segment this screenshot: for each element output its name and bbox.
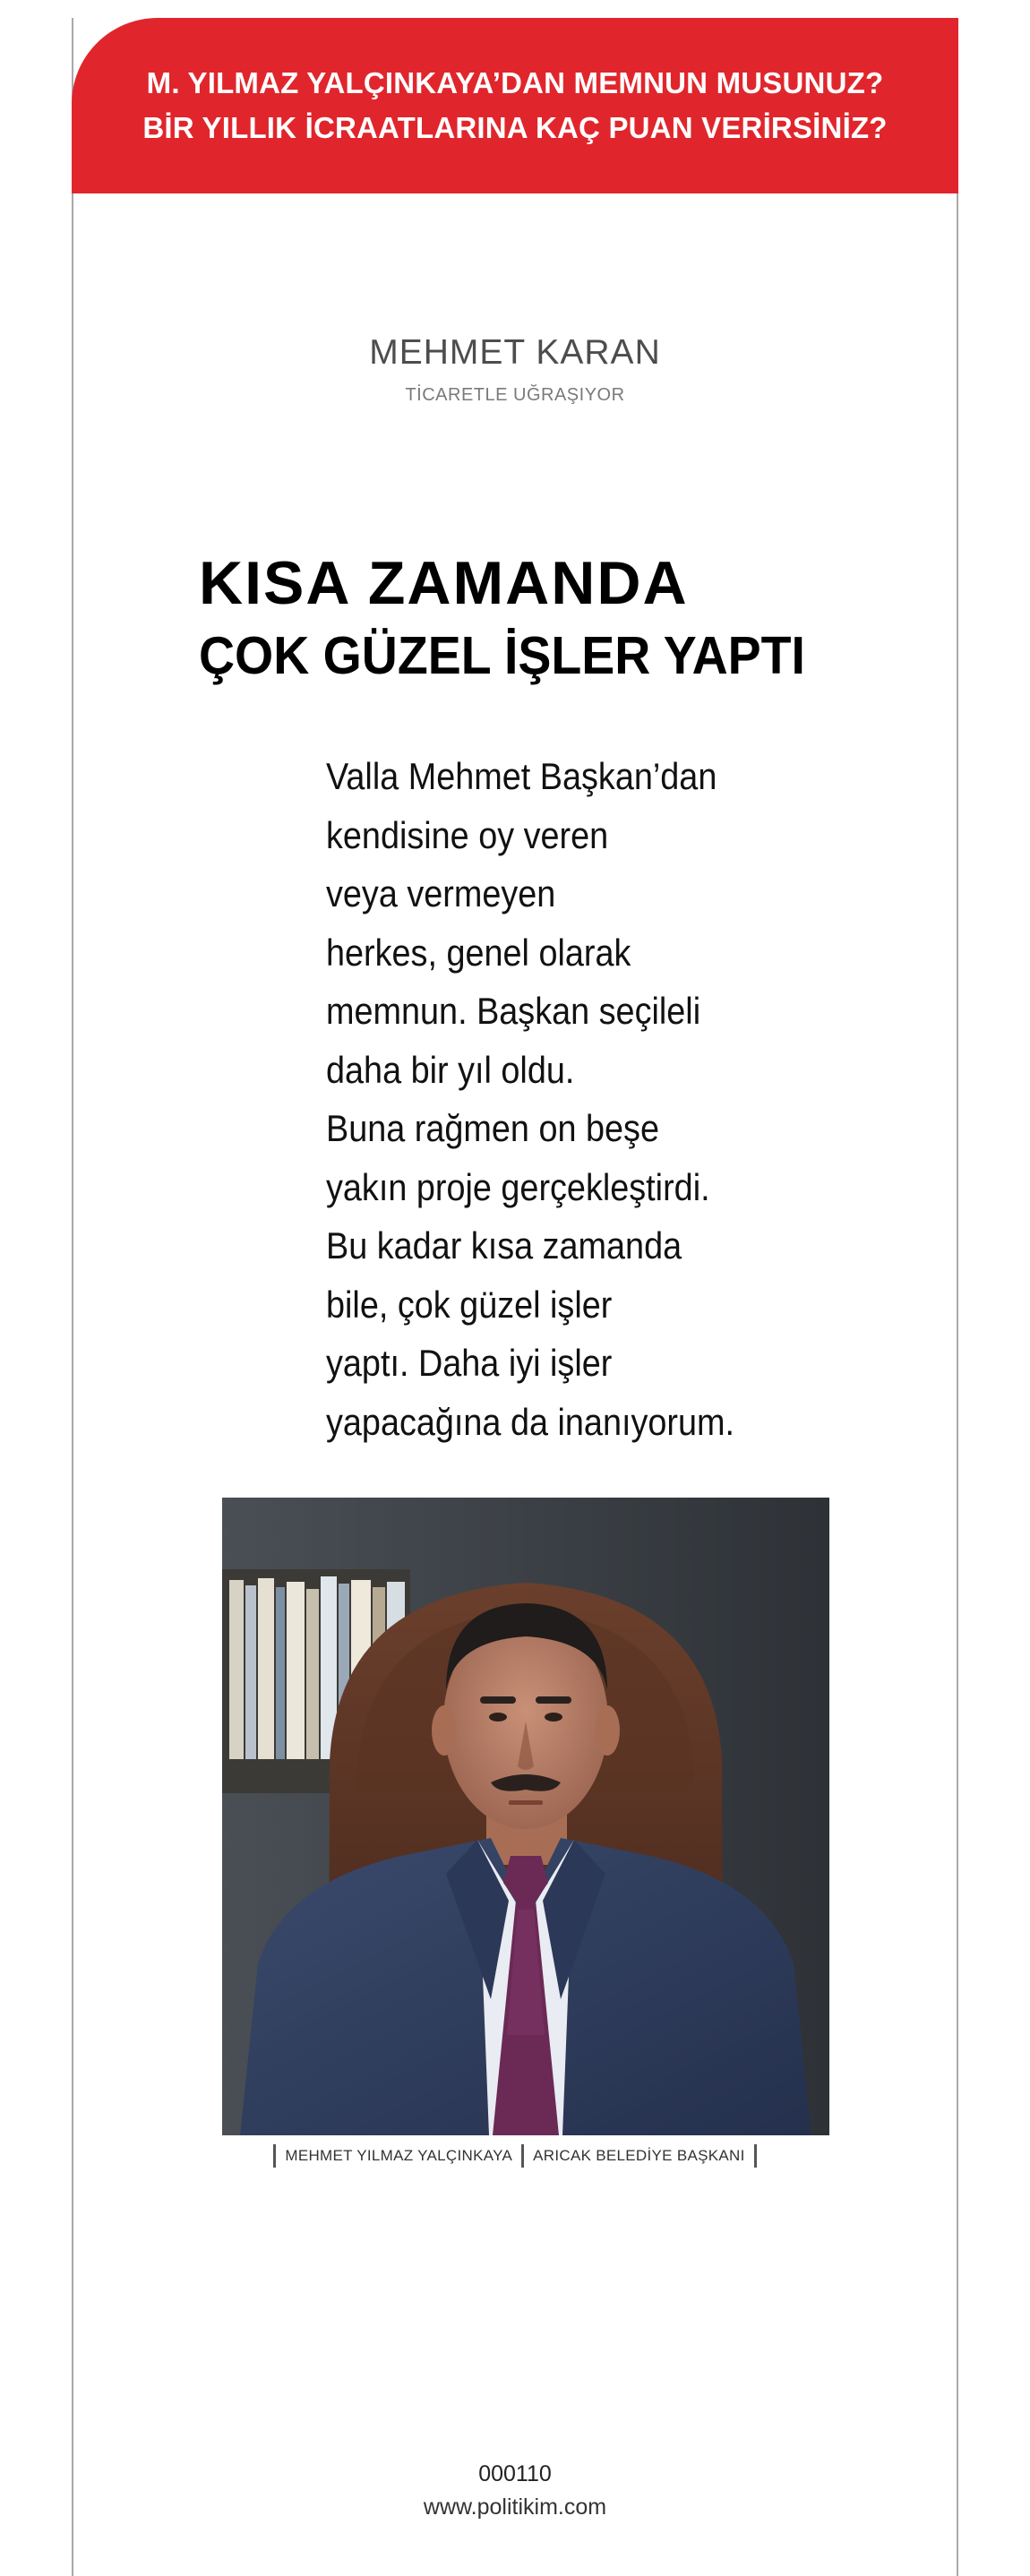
quote-body [326, 747, 828, 1451]
photo-caption [0, 2144, 1030, 2168]
quote-line: Bu kadar kısa zamanda [326, 1224, 682, 1267]
mayor-portrait-photo [222, 1498, 829, 2135]
caption-divider [521, 2144, 524, 2168]
quote-line: kendisine oy veren [326, 813, 609, 856]
quote-line: yapacağına da inanıyorum. [326, 1400, 735, 1443]
quote-line: herkes, genel olarak [326, 931, 631, 974]
quote-line: bile, çok güzel işler [326, 1283, 613, 1326]
author-name: MEHMET KARAN [369, 333, 661, 372]
page-code: 000110 [478, 2461, 552, 2486]
headline-line-2: ÇOK GÜZEL İŞLER YAPTI [199, 626, 805, 685]
quote-line: daha bir yıl oldu. [326, 1048, 575, 1091]
quote-line: memnun. Başkan seçileli [326, 990, 701, 1032]
banner-line-1: M. YILMAZ YALÇINKAYA’DAN MEMNUN MUSUNUZ? [146, 66, 884, 99]
portrait-illustration [222, 1498, 829, 2135]
quote-line: Valla Mehmet Başkan’dan [326, 755, 717, 797]
quote-line: veya vermeyen [326, 872, 556, 914]
caption-divider [754, 2144, 757, 2168]
banner-line-2: BİR YILLIK İCRAATLARINA KAÇ PUAN VERİRSİNİZ? [142, 111, 888, 144]
caption-person-name: MEHMET YILMAZ YALÇINKAYA [285, 2147, 513, 2164]
quote-line: Buna rağmen on beşe [326, 1107, 659, 1149]
caption-divider [273, 2144, 276, 2168]
headline-line-1: KISA ZAMANDA [199, 549, 689, 617]
quote-line: yakın proje gerçekleştirdi. [326, 1165, 710, 1208]
caption-person-title: ARICAK BELEDİYE BAŞKANI [533, 2147, 745, 2164]
site-url: www.politikim.com [423, 2494, 607, 2520]
author-occupation: TİCARETLE UĞRAŞIYOR [405, 385, 625, 405]
quote-line: yaptı. Daha iyi işler [326, 1342, 613, 1384]
question-banner [72, 18, 958, 193]
